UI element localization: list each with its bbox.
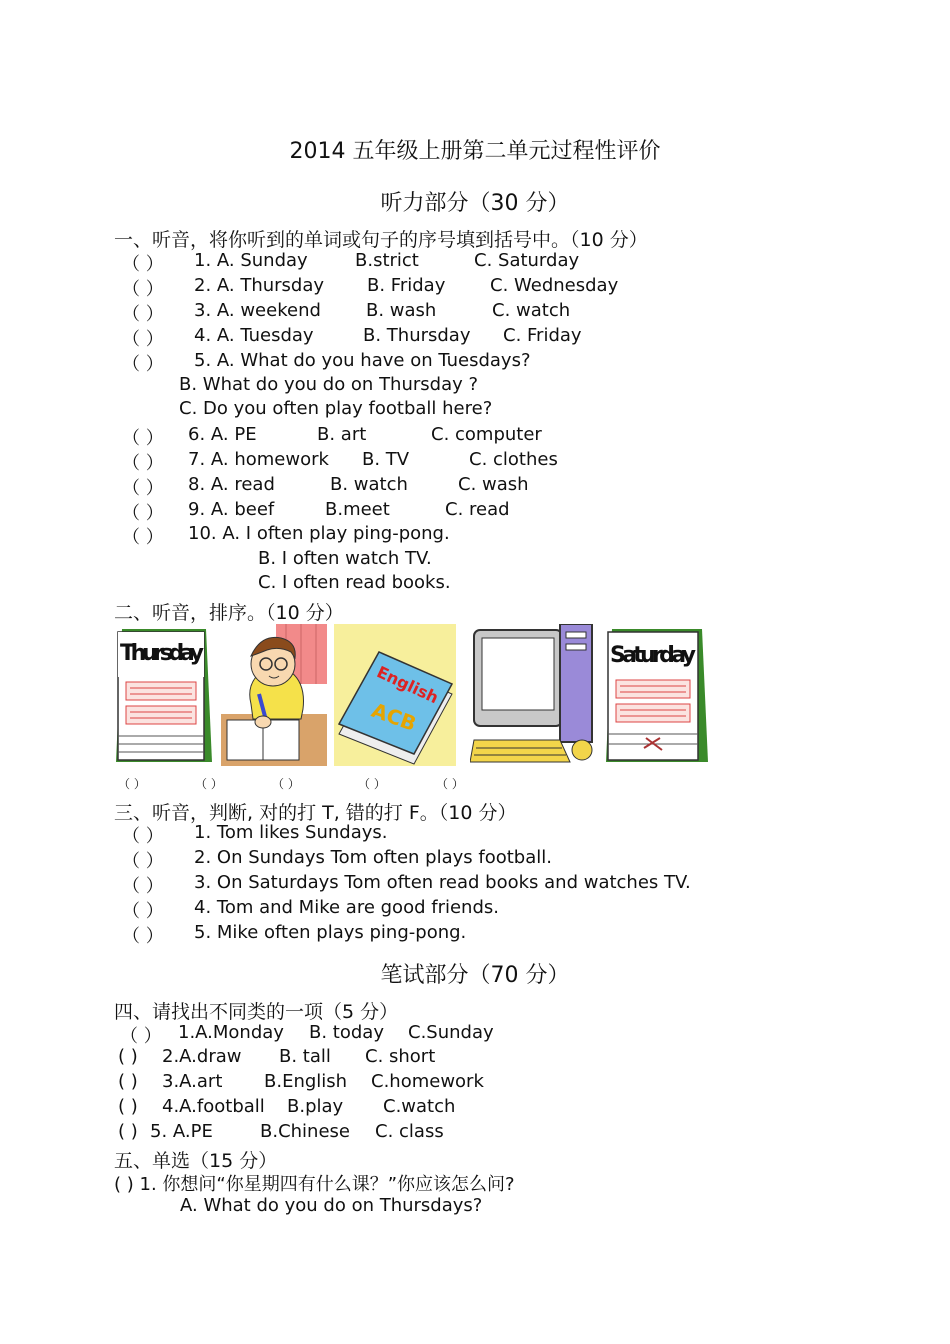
answer-bracket[interactable]: （ ） <box>122 304 164 325</box>
option-c: C. I often read books. <box>258 572 451 593</box>
option-c: C.watch <box>383 1096 456 1117</box>
option-c: C. short <box>365 1046 436 1067</box>
section-2-heading: 二、听音，排序。（10 分） <box>114 602 344 624</box>
option-b: B. Thursday <box>363 325 471 346</box>
option-c: C. computer <box>431 424 542 445</box>
option-c: C. wash <box>458 474 529 495</box>
answer-bracket[interactable]: （ ） <box>122 478 164 499</box>
option-b: B.play <box>287 1096 344 1117</box>
option-b: B. art <box>317 424 367 445</box>
boy-writing-picture <box>221 624 327 766</box>
answer-bracket[interactable]: （ ） <box>122 329 164 350</box>
answer-bracket[interactable]: （ ） <box>122 453 164 474</box>
option-c: C. Saturday <box>474 250 580 271</box>
option-b: B. watch <box>330 474 408 495</box>
option-c: C. watch <box>492 300 571 321</box>
option-a: 6. A. PE <box>188 424 257 445</box>
option-b: B.English <box>264 1071 348 1092</box>
option-c: C. read <box>445 499 510 520</box>
answer-bracket[interactable]: ( ) <box>118 1096 138 1117</box>
option-a: 2.A.draw <box>162 1046 242 1067</box>
option-a: 8. A. read <box>188 474 275 495</box>
section-3-heading: 三、听音，判断, 对的打 T, 错的打 F。（10 分） <box>114 802 517 824</box>
answer-bracket[interactable]: （ ） <box>122 826 164 847</box>
option-c: C.homework <box>371 1071 484 1092</box>
option-a: 4. A. Tuesday <box>194 325 314 346</box>
thursday-calendar-picture <box>114 624 214 766</box>
section-1-heading: 一、听音，将你听到的单词或句子的序号填到括号中。（10 分） <box>114 229 648 251</box>
answer-bracket[interactable]: （ ） <box>122 428 164 449</box>
option-a: 3. A. weekend <box>194 300 321 321</box>
answer-bracket[interactable]: ( ) <box>118 1121 138 1142</box>
answer-bracket[interactable]: （ ） <box>122 901 164 922</box>
english-book-picture <box>334 624 456 766</box>
option-b: B. today <box>309 1022 384 1043</box>
answer-bracket[interactable]: ( ) <box>118 1046 138 1067</box>
option-c: C.Sunday <box>408 1022 494 1043</box>
option-b: B. wash <box>366 300 437 321</box>
statement: 3. On Saturdays Tom often read books and watches TV. <box>194 872 691 893</box>
option-c: C. Do you often play football here? <box>179 398 493 419</box>
picture-bracket-4[interactable]: （ ） <box>358 777 386 791</box>
option-a: 1.A.Monday <box>178 1022 284 1043</box>
answer-bracket[interactable]: ( ) <box>118 1071 138 1092</box>
answer-bracket[interactable]: （ ） <box>122 279 164 300</box>
option-b: B. Friday <box>367 275 446 296</box>
answer-bracket[interactable]: （ ） <box>122 254 164 275</box>
answer-bracket[interactable]: （ ） <box>122 851 164 872</box>
option-c: C. clothes <box>469 449 558 470</box>
picture-bracket-1[interactable]: （ ） <box>118 777 146 791</box>
written-header: 笔试部分（70 分） <box>380 963 570 988</box>
statement: 5. Mike often plays ping-pong. <box>194 922 467 943</box>
option-c: C. class <box>375 1121 444 1142</box>
answer-bracket[interactable]: （ ） <box>122 926 164 947</box>
answer-bracket[interactable]: （ ） <box>122 354 164 375</box>
option-b: B.meet <box>325 499 390 520</box>
section-5-heading: 五、单选（15 分） <box>114 1150 278 1172</box>
saturday-label: Saturday <box>610 643 696 668</box>
option-c: C. Friday <box>503 325 582 346</box>
option-c: C. Wednesday <box>490 275 619 296</box>
option-a: 5. A. What do you have on Tuesdays? <box>194 350 531 371</box>
statement: 2. On Sundays Tom often plays football. <box>194 847 552 868</box>
s5-q1: ( ) 1. 你想问“你星期四有什么课？”你应该怎么问? <box>114 1174 515 1195</box>
option-a: 1. A. Sunday <box>194 250 308 271</box>
statement: 4. Tom and Mike are good friends. <box>194 897 499 918</box>
option-b: B. TV <box>362 449 410 470</box>
computer-picture <box>470 624 595 766</box>
abc-letters: ACB <box>368 697 420 736</box>
picture-bracket-2[interactable]: （ ） <box>195 777 223 791</box>
option-a: 10. A. I often play ping-pong. <box>188 523 450 544</box>
option-b: B.strict <box>355 250 419 271</box>
option-b: B. I often watch TV. <box>258 548 432 569</box>
answer-bracket[interactable]: （ ） <box>122 503 164 524</box>
option-a: 5. A.PE <box>150 1121 213 1142</box>
picture-row <box>114 624 714 766</box>
option-a: 2. A. Thursday <box>194 275 325 296</box>
listening-header: 听力部分（30 分） <box>380 191 570 216</box>
option-a: A. What do you do on Thursdays? <box>180 1195 483 1216</box>
thursday-label: Thursday <box>120 641 204 666</box>
option-a: 3.A.art <box>162 1071 223 1092</box>
option-b: B. What do you do on Thursday ? <box>179 374 479 395</box>
section-4-heading: 四、请找出不同类的一项（5 分） <box>114 1001 399 1023</box>
english-label: English <box>373 662 442 708</box>
option-b: B.Chinese <box>260 1121 350 1142</box>
option-a: 9. A. beef <box>188 499 275 520</box>
statement: 1. Tom likes Sundays. <box>194 822 388 843</box>
answer-bracket[interactable]: （ ） <box>122 876 164 897</box>
option-a: 4.A.football <box>162 1096 265 1117</box>
page-title: 2014 五年级上册第二单元过程性评价 <box>289 139 661 164</box>
picture-bracket-5[interactable]: （ ） <box>436 777 464 791</box>
answer-bracket[interactable]: （ ） <box>122 527 164 548</box>
option-a: 7. A. homework <box>188 449 329 470</box>
saturday-calendar-picture <box>604 624 710 766</box>
answer-bracket[interactable]: （ ） <box>120 1026 162 1047</box>
option-b: B. tall <box>279 1046 331 1067</box>
picture-bracket-3[interactable]: （ ） <box>272 777 300 791</box>
